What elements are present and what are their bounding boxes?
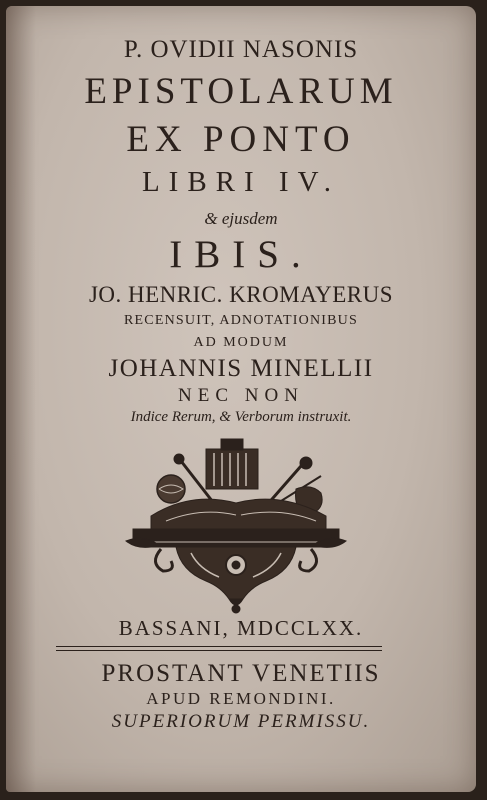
double-rule-top: [56, 646, 382, 647]
imprint-sold-at: PROSTANT VENETIIS: [101, 660, 381, 687]
work-title-line-1: EPISTOLARUM: [84, 71, 398, 112]
double-rule-bottom: [56, 650, 382, 651]
work-title-line-2: EX PONTO: [126, 119, 356, 160]
ad-modum-line: AD MODUM: [193, 335, 289, 350]
editor-name: JO. HENRIC. KROMAYERUS: [88, 282, 394, 307]
author-name: P. OVIDII NASONIS: [123, 36, 359, 63]
recensuit-line: RECENSUIT, ADNOTATIONIBUS: [124, 313, 358, 328]
conjunction-line: & ejusdem: [204, 209, 278, 228]
title-page: [6, 6, 476, 792]
nec-non-line: NEC NON: [178, 385, 304, 406]
commentator-name: JOHANNIS MINELLII: [108, 355, 374, 382]
imprint-permission: SUPERIORUM PERMISSU.: [111, 711, 371, 732]
imprint-publisher: APUD REMONDINI.: [146, 689, 336, 708]
work-title-line-3: LIBRI IV.: [141, 166, 341, 198]
second-work-title: IBIS.: [169, 233, 313, 276]
printers-device-ornament-icon: [121, 431, 351, 616]
imprint-place-year: BASSANI, MDCCLXX.: [118, 616, 364, 640]
index-line: Indice Rerum, & Verborum instruxit.: [130, 409, 352, 425]
